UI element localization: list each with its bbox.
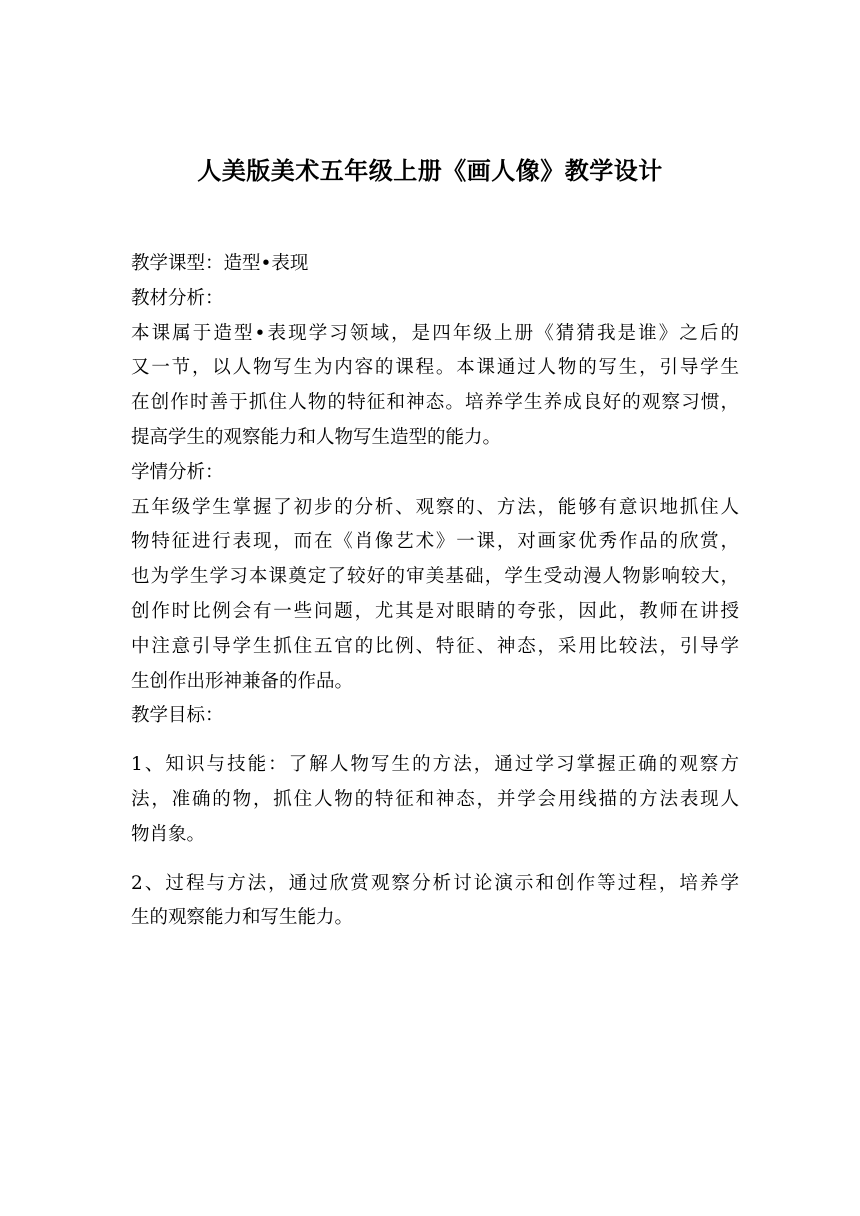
objective-line: 1、知识与技能：了解人物写生的方法，通过学习掌握正确的观察方 [131, 754, 739, 776]
objective-line: 2、过程与方法，通过欣赏观察分析讨论演示和创作等过程，培养学 [131, 872, 739, 894]
learning-analysis-line: 生创作出形神兼备的作品。 [131, 670, 354, 692]
lesson-type-line: 教学课型：造型•表现 [131, 253, 309, 274]
objectives-heading: 教学目标： [131, 705, 224, 727]
learning-analysis-line: 物特征进行表现，而在《肖像艺术》一课，对画家优秀作品的欣赏， [131, 531, 739, 553]
document-body [131, 247, 739, 936]
learning-analysis-line: 中注意引导学生抓住五官的比例、特征、神态，采用比较法，引导学 [131, 635, 739, 657]
textbook-analysis-line: 在创作时善于抓住人物的特征和神态。培养学生养成良好的观察习惯， [131, 392, 739, 414]
learning-analysis-line: 创作时比例会有一些问题，尤其是对眼睛的夸张，因此，教师在讲授 [131, 600, 739, 622]
learning-analysis-line: 五年级学生掌握了初步的分析、观察的、方法，能够有意识地抓住人 [131, 496, 739, 518]
objective-line: 物肖象。 [131, 823, 206, 845]
document-title: 人美版美术五年级上册《画人像》教学设计 [197, 157, 663, 185]
learning-analysis-line: 也为学生学习本课奠定了较好的审美基础，学生受动漫人物影响较大， [131, 566, 739, 588]
textbook-analysis-line: 又一节，以人物写生为内容的课程。本课通过人物的写生，引导学生 [131, 357, 739, 379]
learning-analysis-heading: 学情分析： [131, 461, 224, 483]
textbook-analysis-line: 提高学生的观察能力和人物写生造型的能力。 [131, 426, 502, 448]
objective-line: 法，准确的物，抓住人物的特征和神态，并学会用线描的方法表现人 [131, 788, 739, 810]
textbook-analysis-heading: 教材分析： [131, 287, 224, 309]
objective-line: 生的观察能力和写生能力。 [131, 907, 354, 929]
textbook-analysis-line: 本课属于造型•表现学习领域，是四年级上册《猜猜我是谁》之后的 [131, 322, 739, 344]
